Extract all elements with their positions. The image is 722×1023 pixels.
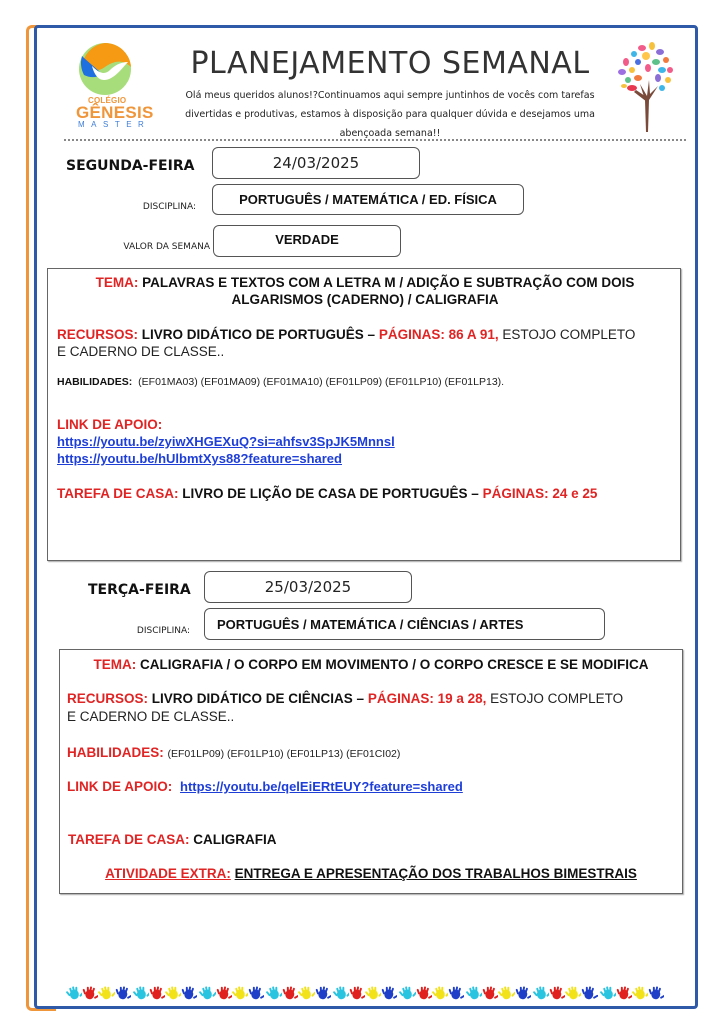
hand-icon [248,982,264,1002]
monday-tema [60,274,670,308]
hand-icon [298,982,314,1002]
monday-support-link-2[interactable]: https://youtu.be/hUlbmtXys88?feature=shared [57,451,342,466]
hand-icon [616,982,632,1002]
tuesday-panel [59,649,683,894]
tuesday-date-value: 25/03/2025 [264,578,352,596]
tuesday-discipline-field[interactable] [204,608,605,640]
hand-icon [82,982,98,1002]
monday-tarefa-pages: PÁGINAS: 24 e 25 [482,486,598,501]
hand-icon [232,982,248,1002]
monday-tarefa-text: LIVRO DE LIÇÃO DE CASA DE PORTUGUÊS – [182,486,479,501]
hand-icon [333,982,349,1002]
hand-icon [66,982,82,1002]
tuesday-discipline-value: PORTUGUÊS / MATEMÁTICA / CIÊNCIAS / ARTES [217,616,524,632]
tuesday-date-field[interactable] [204,571,412,603]
tuesday-habilidades-label: HABILIDADES: [67,745,164,760]
tuesday-support-link[interactable]: https://youtu.be/qelEiERtEUY?feature=shared [180,779,463,794]
tuesday-extra-text: ENTREGA E APRESENTAÇÃO DOS TRABALHOS BIMESTRAIS [234,866,637,881]
hand-icon [565,982,581,1002]
tree-icon [612,40,678,132]
monday-day-label: SEGUNDA-FEIRA [66,158,195,174]
hand-icon [199,982,215,1002]
tuesday-habilidades-text: (EF01LP09) (EF01LP10) (EF01LP13) (EF01CI02) [167,748,401,760]
page-subtitle: Olá meus queridos alunos!?Continuamos aqui sempre juntinhos de vocês com tarefas divertidas e produtivas, estamos à disposição para qualquer dúvida e desejamos uma abençoada semana!! [185,90,595,139]
hand-icon [515,982,531,1002]
hand-icon [381,982,397,1002]
hand-icon [600,982,616,1002]
monday-panel [47,268,681,561]
monday-habilidades [57,374,667,391]
monday-discipline-label: DISCIPLINA: [142,202,196,212]
tuesday-recursos-pages: PÁGINAS: 19 a 28, [367,691,487,706]
tuesday-discipline-label: DISCIPLINA: [136,626,190,636]
monday-recursos [57,326,637,360]
hand-icon [181,982,197,1002]
hand-icon [416,982,432,1002]
hand-icon [133,982,149,1002]
hand-icon [266,982,282,1002]
hand-icon [632,982,648,1002]
tuesday-recursos-line-1 [67,690,623,707]
tuesday-recursos-rest-2: E CADERNO DE CLASSE.. [67,709,235,724]
hand-icon [448,982,464,1002]
hand-icon [581,982,597,1002]
monday-recursos-pages: PÁGINAS: 86 A 91, [378,327,499,342]
hand-icon [466,982,482,1002]
footer-hands-border [66,982,666,1004]
logo-name-text: GÊNESIS [76,103,154,122]
tuesday-recursos-label: RECURSOS: [67,691,149,706]
tuesday-tema [60,656,682,673]
monday-link-label: LINK DE APOIO: [57,417,163,432]
monday-tema-text: PALAVRAS E TEXTOS COM A LETRA M / ADIÇÃO E SUBTRAÇÃO COM DOIS ALGARISMOS (CADERNO) / CALIGRAFIA [142,275,635,307]
tuesday-tema-label: TEMA: [93,657,137,672]
monday-value-value: VERDADE [275,232,339,247]
logo-sub-text: MASTER [78,120,151,129]
monday-habilidades-text: (EF01MA03) (EF01MA09) (EF01MA10) (EF01LP09) (EF01LP10) (EF01LP13). [138,376,505,388]
monday-tema-label: TEMA: [95,275,139,290]
monday-recursos-label: RECURSOS: [57,327,139,342]
monday-support-link-1[interactable]: https://youtu.be/zyiwXHGEXuQ?si=ahfsv3SpJK5Mnnsl [57,434,395,449]
tuesday-habilidades [67,744,400,763]
hand-icon [315,982,331,1002]
hand-icon [482,982,498,1002]
tuesday-recursos-rest-1: ESTOJO COMPLETO [490,691,624,706]
hand-icon [399,982,415,1002]
monday-value-field[interactable] [213,225,401,257]
tuesday-link-label: LINK DE APOIO: [67,779,173,794]
monday-discipline-field[interactable] [212,184,524,215]
hand-icon [216,982,232,1002]
monday-value-label: VALOR DA SEMANA [123,242,210,252]
hand-icon [98,982,114,1002]
hand-icon [498,982,514,1002]
hand-icon [349,982,365,1002]
tuesday-day-label: TERÇA-FEIRA [88,582,191,598]
monday-habilidades-label: HABILIDADES: [57,376,133,388]
monday-date-value: 24/03/2025 [272,154,360,172]
monday-tarefa [57,485,597,502]
tuesday-tarefa-label: TAREFA DE CASA: [68,832,190,847]
logo-college-text: COLÉGIO [88,96,127,105]
monday-discipline-value: PORTUGUÊS / MATEMÁTICA / ED. FÍSICA [239,192,497,207]
hand-icon [365,982,381,1002]
tuesday-tarefa-text: CALIGRAFIA [193,832,277,847]
logo-emblem-icon [78,42,132,96]
hand-icon [549,982,565,1002]
hand-icon [533,982,549,1002]
hand-icon [115,982,131,1002]
monday-recursos-rest: ESTOJO COMPLETO E CADERNO DE CLASSE.. [57,327,636,359]
tuesday-recursos-book: LIVRO DIDÁTICO DE CIÊNCIAS – [151,691,365,706]
tuesday-extra [60,865,682,882]
page-title: PLANEJAMENTO SEMANAL [190,46,590,81]
header-divider [64,139,686,141]
tuesday-tema-text: CALIGRAFIA / O CORPO EM MOVIMENTO / O CORPO CRESCE E SE MODIFICA [139,657,649,672]
monday-recursos-book: LIVRO DIDÁTICO DE PORTUGUÊS – [141,327,376,342]
monday-date-field[interactable] [212,147,420,179]
monday-tarefa-label: TAREFA DE CASA: [57,486,179,501]
hand-icon [165,982,181,1002]
hand-icon [282,982,298,1002]
tuesday-tarefa [68,831,277,848]
hand-icon [432,982,448,1002]
tuesday-extra-label: ATIVIDADE EXTRA: [105,866,231,881]
hand-icon [648,982,664,1002]
tuesday-link-row [67,778,463,795]
hand-icon [149,982,165,1002]
